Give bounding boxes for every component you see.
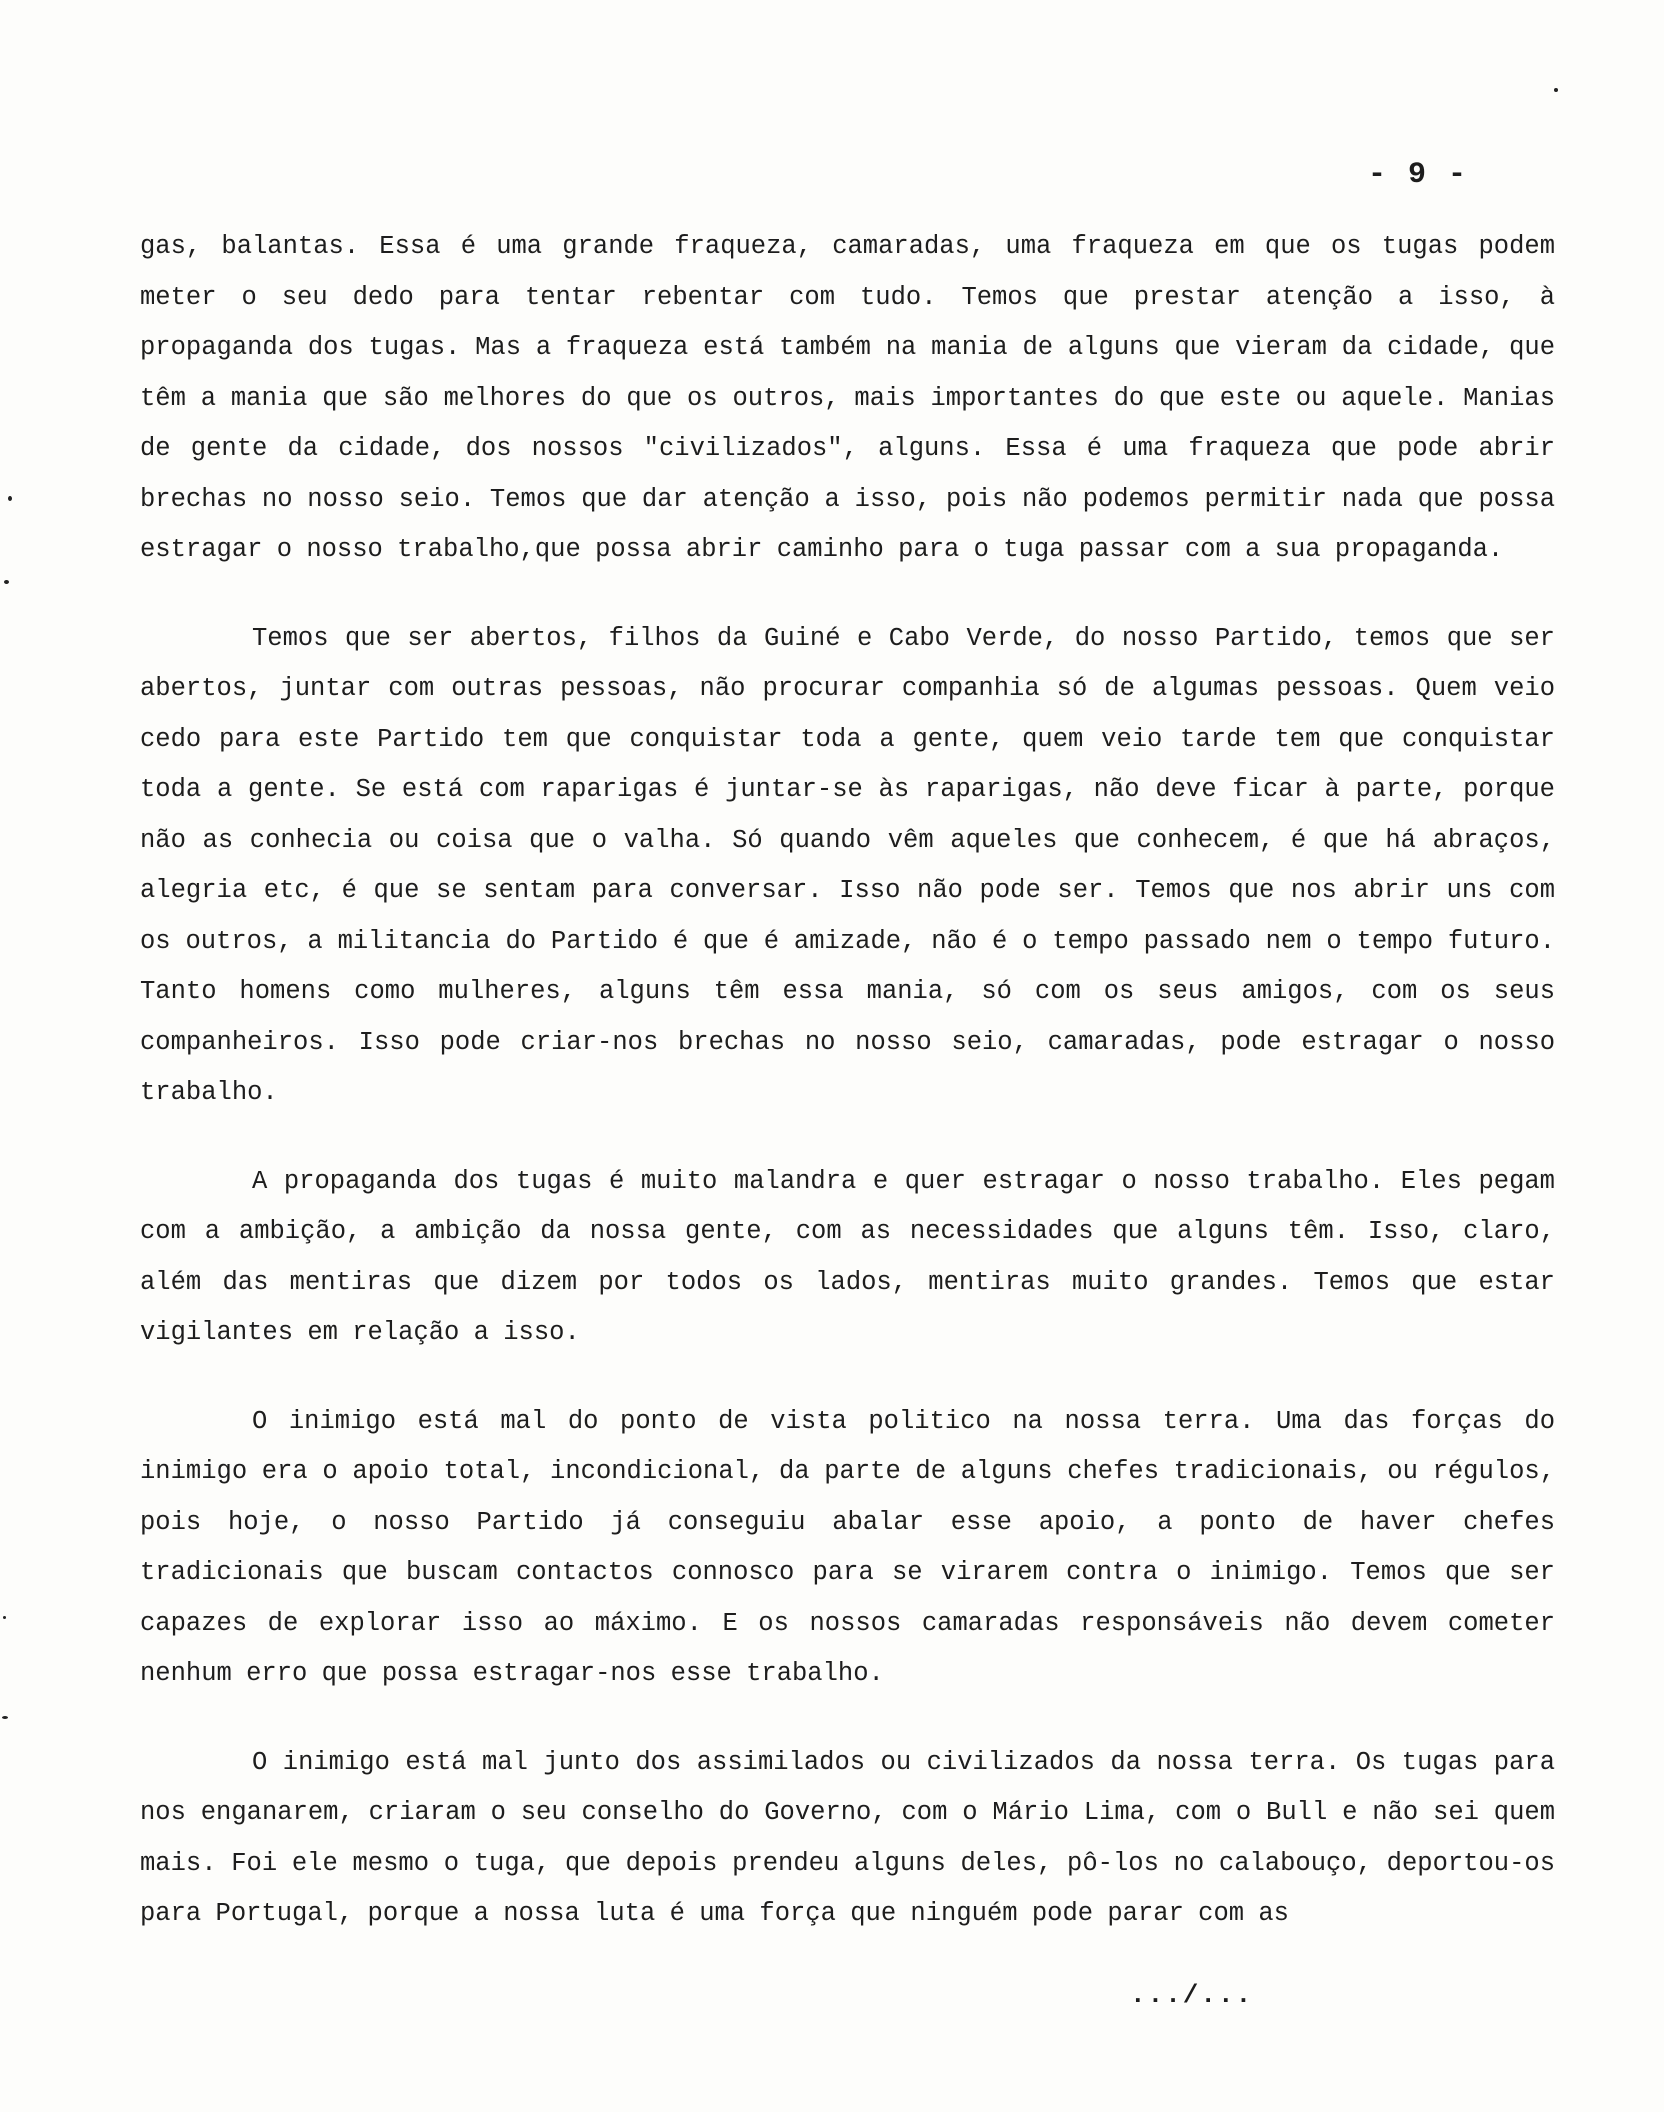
scan-speck bbox=[8, 496, 12, 501]
paragraph-3: A propaganda dos tugas é muito malandra e quer estragar o nosso trabalho. Eles pegam com a ambição, a ambição da nossa gente, com as necessidades que alguns têm. Isso, claro, além das mentiras que dizem por todos os lados, mentiras muito grandes. Temos que estar vigilantes em relação a isso. bbox=[140, 1166, 1555, 1347]
scan-speck bbox=[1554, 88, 1558, 92]
paragraph-1: gas, balantas. Essa é uma grande fraqueza, camaradas, uma fraqueza em que os tugas podem meter o seu dedo para tentar rebentar com tudo. Temos que prestar atenção a isso, à propaganda dos tugas. Mas a fraqueza está também na mania de alguns que vieram da cidade, que têm a mania que são melhores do que os outros, mais importantes do que este ou aquele. Manias de gente da cidade, dos nossos "civilizados", alguns. Essa é uma fraqueza que pode abrir brechas no nosso seio. Temos que dar atenção a isso, pois não podemos permitir nada que possa estragar o nosso trabalho,que possa abrir caminho para o tuga passar com a sua propaganda. bbox=[140, 232, 1555, 564]
continuation-marker: .../... bbox=[1130, 1980, 1254, 2010]
page-number: - 9 - bbox=[1368, 158, 1469, 192]
body-text bbox=[140, 222, 1555, 1978]
scan-speck bbox=[2, 1716, 8, 1719]
paragraph-2: Temos que ser abertos, filhos da Guiné e Cabo Verde, do nosso Partido, temos que ser abertos, juntar com outras pessoas, não procurar companhia só de algumas pessoas. Quem veio cedo para este Partido tem que conquistar toda a gente, quem veio tarde tem que conquistar toda a gente. Se está com raparigas é juntar-se às raparigas, não deve ficar à parte, porque não as conhecia ou coisa que o valha. Só quando vêm aqueles que conhecem, é que há abraços, alegria etc, é que se sentam para conversar. Isso não pode ser. Temos que nos abrir uns com os outros, a militancia do Partido é que é amizade, não é o tempo passado nem o tempo futuro. Tanto homens como mulheres, alguns têm essa mania, só com os seus amigos, com os seus companheiros. Isso pode criar-nos brechas no nosso seio, camaradas, pode estragar o nosso trabalho. bbox=[140, 623, 1555, 1107]
scan-speck bbox=[3, 1616, 6, 1619]
paragraph-5: O inimigo está mal junto dos assimilados ou civilizados da nossa terra. Os tugas para nos enganarem, criaram o seu conselho do Governo, com o Mário Lima, com o Bull e não sei quem mais. Foi ele mesmo o tuga, que depois prendeu alguns deles, pô-los no calabouço, deportou-os para Portugal, porque a nossa luta é uma força que ninguém pode parar com as bbox=[140, 1747, 1555, 1928]
paragraph-4: O inimigo está mal do ponto de vista politico na nossa terra. Uma das forças do inimigo era o apoio total, incondicional, da parte de alguns chefes tradicionais, ou régulos, pois hoje, o nosso Partido já conseguiu abalar esse apoio, a ponto de haver chefes tradicionais que buscam contactos connosco para se virarem contra o inimigo. Temos que ser capazes de explorar isso ao máximo. E os nossos camaradas responsáveis não devem cometer nenhum erro que possa estragar-nos esse trabalho. bbox=[140, 1406, 1555, 1688]
scan-speck bbox=[4, 580, 9, 584]
